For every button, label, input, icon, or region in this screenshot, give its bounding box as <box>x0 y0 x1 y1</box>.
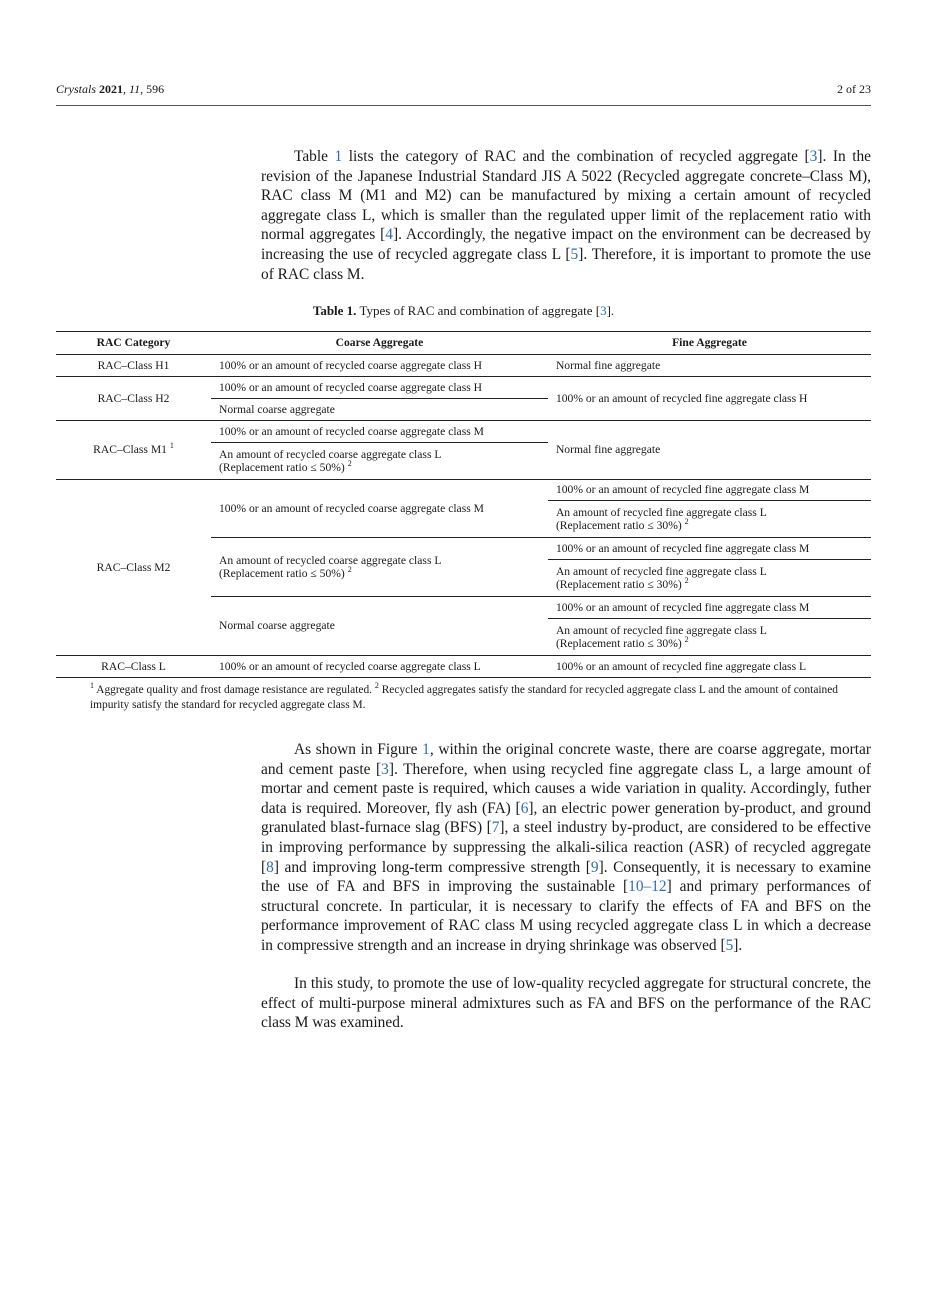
table-row: RAC–Class L 100% or an amount of recycled coarse aggregate class L 100% or an amount of recycled fine aggregate class L <box>56 656 871 678</box>
col-header: Fine Aggregate <box>548 332 871 355</box>
table-row: An amount of recycled coarse aggregate class L (Replacement ratio ≤ 50%) $^2$ <box>56 443 871 480</box>
paragraph-2: As shown in Figure 1, within the original concrete waste, there are coarse aggregate, mortar and cement paste [3]. Therefore, when using recycled fine aggregate class L, a large amount of mortar and cement paste is required, which causes a wide variation in quality. Accordingly, futher data is required. Moreover, fly ash (FA) [6], an electric power generation by-product, and ground granulated blast-furnace slag (BFS) [7], a steel industry by-product, are considered to be effective in improving performance by suppressing the alkali-silica reaction (ASR) of recycled aggregate [8] and improving long-term compressive strength [9]. Consequently, it is necessary to examine the use of FA and BFS in improving the sustainable [10–12] and primary performances of structural concrete. In particular, it is necessary to clarify the effects of FA and BFS on the performance improvement of RAC class M using recycled aggregate class L in which a decrease in compressive strength and an increase in drying shrinkage was observed [5]. <box>261 741 872 954</box>
table-row: An amount of recycled fine aggregate class L (Replacement ratio ≤ 30%) $^2$ <box>56 560 871 597</box>
table-row: Normal coarse aggregate 100% or an amount of recycled fine aggregate class M <box>56 597 871 619</box>
citation-link[interactable]: 5 <box>725 936 734 954</box>
citation-link[interactable]: 9 <box>590 858 599 876</box>
paragraph-3: In this study, to promote the use of low-quality recycled aggregate for structural concrete, the effect of multi-purpose mineral admixtures such as FA and BFS on the performance of the RAC class M was examined. <box>261 975 871 1032</box>
table-row: An amount of recycled fine aggregate class L (Replacement ratio ≤ 30%) $^2$ <box>56 501 871 538</box>
table-row: An amount of recycled coarse aggregate class L (Replacement ratio ≤ 50%) $^2$ 100% or an amount of recycled fine aggregate class M <box>56 538 871 560</box>
col-header: Coarse Aggregate <box>211 332 548 355</box>
citation-link[interactable]: 3 <box>600 303 607 318</box>
table-row: Normal coarse aggregate <box>56 399 871 421</box>
table-caption: Table 1. Types of RAC and combination of aggregate [3]. <box>312 303 615 318</box>
table-row: RAC–Class H1 100% or an amount of recycled coarse aggregate class H Normal fine aggregate <box>97 358 661 372</box>
citation-link[interactable]: 10–12 <box>628 878 667 896</box>
citation-link[interactable]: 3 <box>381 760 389 778</box>
citation-link[interactable]: 5 <box>570 245 579 263</box>
table-row: An amount of recycled fine aggregate class L (Replacement ratio ≤ 30%) $^2$ <box>56 619 871 656</box>
table-footnote: $^1$ Aggregate quality and frost damage resistance are regulated. $^2$ Recycled aggregates satisfy the standard for recycled aggregate class L and the amount of contained impurity satisfy the standard for recycled aggregate class M. <box>90 681 838 711</box>
table-row: RAC–Class H2 100% or an amount of recycled coarse aggregate class H 100% or an amount of recycled fine aggregate class H <box>56 377 871 399</box>
figure-ref-link[interactable]: 1 <box>422 741 430 758</box>
page-number: 2 of 23 <box>837 82 871 96</box>
paragraph-1: Table 1 lists the category of RAC and the combination of recycled aggregate [3]. In the revision of the Japanese Industrial Standard JIS A 5022 (Recycled aggregate concrete–Class M), RAC class M (M1 and M2) can be manufactured by mixing a certain amount of recycled aggregate class L, which is smaller than the regulated upper limit of the replacement ratio with normal aggregates [4]. Accordingly, the negative impact on the environment can be decreased by increasing the use of recycled aggregate class L [5]. Therefore, it is important to promote the use of RAC class M. <box>261 148 871 283</box>
journal-citation: Crystals 2021, 11, 596 <box>56 82 165 96</box>
rac-types-table <box>56 331 871 678</box>
citation-link[interactable]: 3 <box>809 148 818 165</box>
table-row: RAC–Class M1 $^1$ 100% or an amount of recycled coarse aggregate class M Normal fine aggregate <box>56 421 871 443</box>
citation-link[interactable]: 4 <box>385 226 393 244</box>
table-ref-link[interactable]: 1 <box>334 148 343 165</box>
citation-link[interactable]: 8 <box>266 858 274 876</box>
table-row: RAC–Class M2 100% or an amount of recycled coarse aggregate class M 100% or an amount of recycled fine aggregate class M <box>56 480 871 501</box>
table-header-row <box>56 332 871 355</box>
col-header: RAC Category <box>56 332 211 355</box>
citation-link[interactable]: 6 <box>520 799 529 817</box>
citation-link[interactable]: 7 <box>491 819 500 837</box>
running-header <box>56 80 871 106</box>
